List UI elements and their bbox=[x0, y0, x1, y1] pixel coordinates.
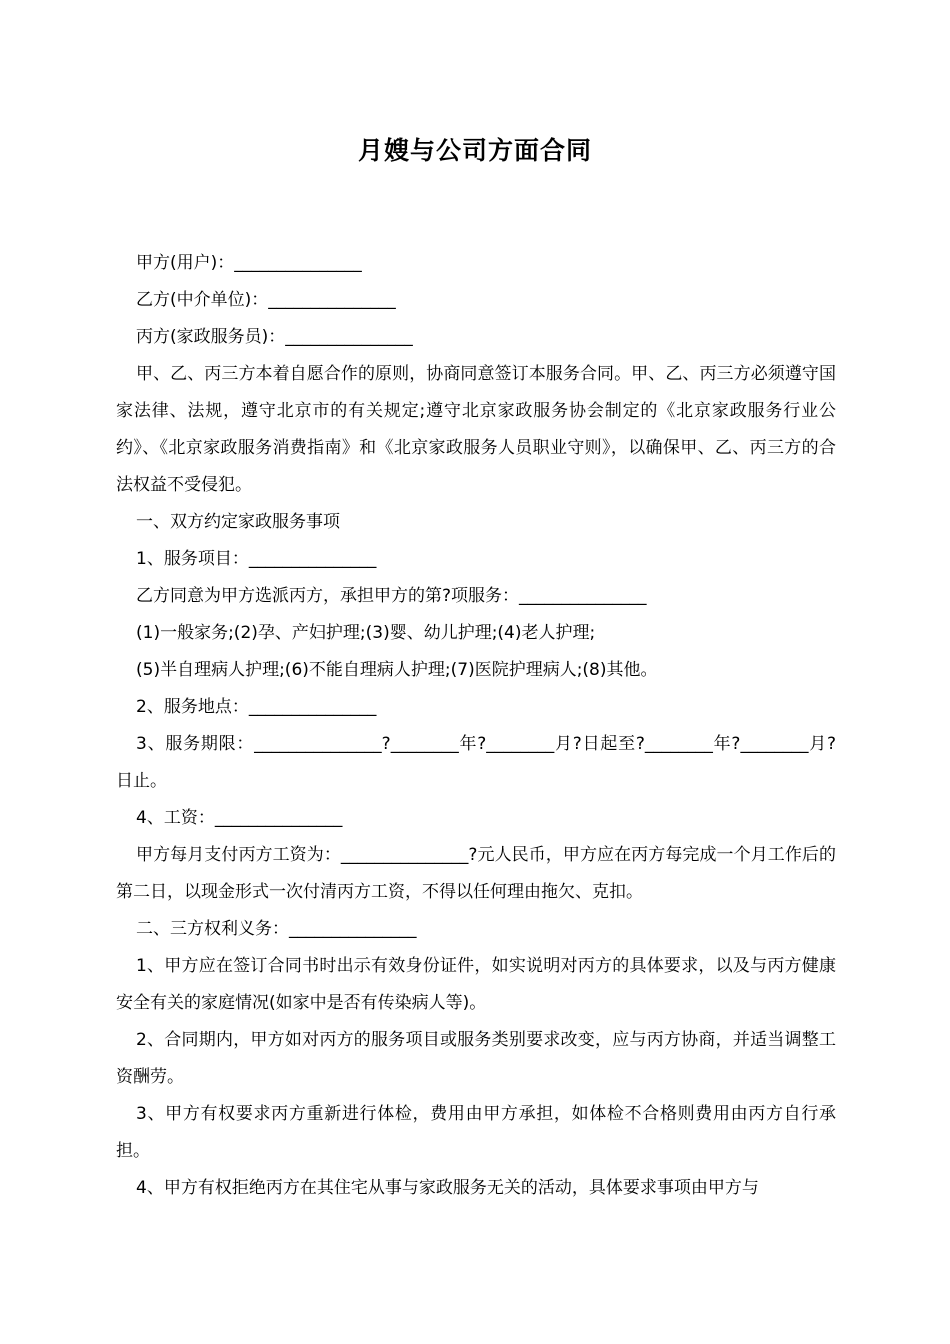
clause-3-paragraph: 3、甲方有权要求丙方重新进行体检，费用由甲方承担，如体检不合格则费用由丙方自行承担。 bbox=[116, 1104, 836, 1161]
party-b-line: 乙方(中介单位)：_______________ bbox=[136, 290, 396, 310]
party-a-line: 甲方(用户)：_______________ bbox=[136, 253, 362, 273]
clause-2-paragraph: 2、合同期内，甲方如对丙方的服务项目或服务类别要求改变，应与丙方协商，并适当调整工资酬劳。 bbox=[116, 1030, 836, 1087]
document-body bbox=[116, 245, 836, 1207]
section-heading-1: 一、双方约定家政服务事项 bbox=[136, 512, 340, 532]
section-heading-2: 二、三方权利义务：_______________ bbox=[136, 919, 417, 939]
wage-line: 4、工资：_______________ bbox=[136, 808, 343, 828]
service-location-line: 2、服务地点：_______________ bbox=[136, 697, 377, 717]
party-c-line: 丙方(家政服务员)：_______________ bbox=[136, 327, 413, 347]
preamble-paragraph: 甲、乙、丙三方本着自愿合作的原则，协商同意签订本服务合同。甲、乙、丙三方必须遵守国家法律、法规，遵守北京市的有关规定;遵守北京家政服务协会制定的《北京家政服务行业公约》、《北京家政服务消费指南》和《北京家政服务人员职业守则》，以确保甲、乙、丙三方的合法权益不受侵犯。 bbox=[116, 364, 836, 495]
clause-1-paragraph: 1、甲方应在签订合同书时出示有效身份证件，如实说明对丙方的具体要求，以及与丙方健康安全有关的家庭情况(如家中是否有传染病人等)。 bbox=[116, 956, 836, 1013]
document-title: 月嫂与公司方面合同 bbox=[357, 136, 592, 165]
service-options-line-2: (5)半自理病人护理;(6)不能自理病人护理;(7)医院护理病人;(8)其他。 bbox=[136, 660, 658, 680]
service-period-paragraph: 3、服务期限：_______________?________年?________月?日起至?________年?________月?日止。 bbox=[116, 734, 836, 791]
service-item-line: 1、服务项目：_______________ bbox=[136, 549, 377, 569]
service-assignment-line: 乙方同意为甲方选派丙方，承担甲方的第?项服务：_______________ bbox=[136, 586, 647, 606]
wage-payment-paragraph: 甲方每月支付丙方工资为：_______________?元人民币，甲方应在丙方每完成一个月工作后的第二日，以现金形式一次付清丙方工资，不得以任何理由拖欠、克扣。 bbox=[116, 845, 836, 902]
service-options-line-1: (1)一般家务;(2)孕、产妇护理;(3)婴、幼儿护理;(4)老人护理; bbox=[136, 623, 596, 643]
clause-4-paragraph: 4、甲方有权拒绝丙方在其住宅从事与家政服务无关的活动，具体要求事项由甲方与 bbox=[136, 1178, 759, 1198]
